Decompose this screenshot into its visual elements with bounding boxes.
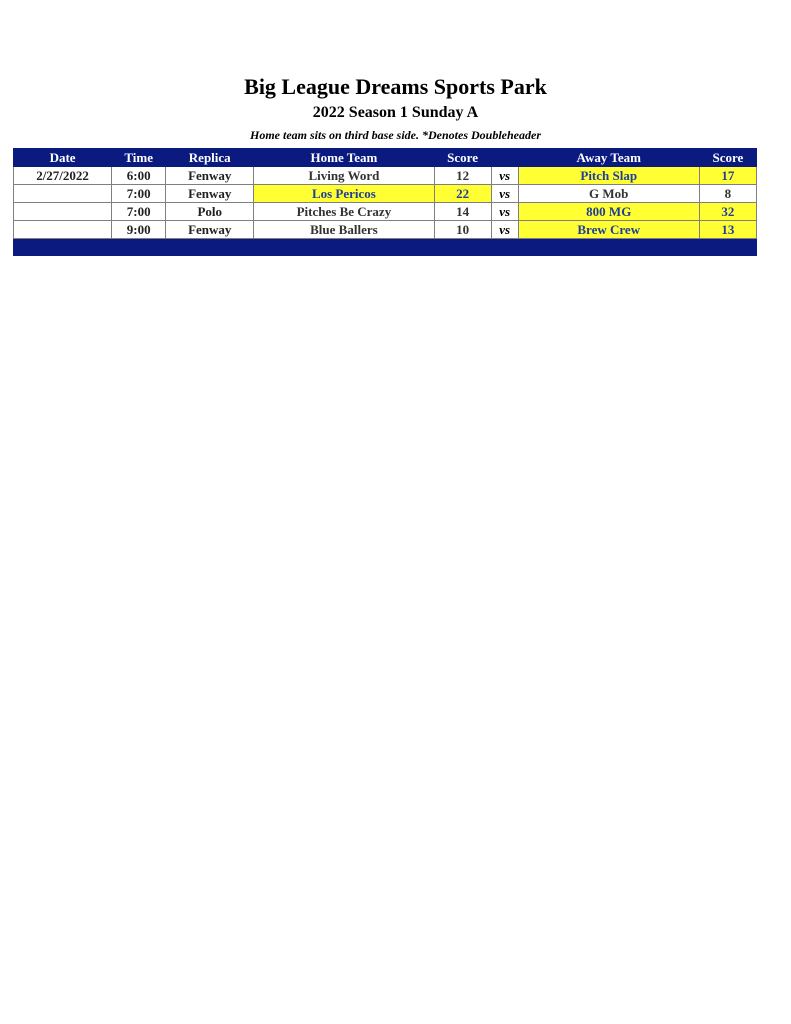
game-date-cell: 2/27/2022 [14, 167, 112, 185]
col-header-away-score: Score [699, 149, 756, 167]
vs-cell: vs [491, 185, 518, 203]
away-team-cell: G Mob [518, 185, 699, 203]
field-replica-cell: Fenway [166, 185, 254, 203]
col-header-home-score: Score [434, 149, 491, 167]
col-header-replica: Replica [166, 149, 254, 167]
away-team-cell: 800 MG [518, 203, 699, 221]
page-subtitle: 2022 Season 1 Sunday A [312, 104, 479, 121]
home-team-cell: Blue Ballers [254, 221, 434, 239]
table-row [14, 221, 757, 239]
field-replica-cell: Fenway [166, 167, 254, 185]
table-row [14, 167, 757, 185]
table-row [14, 203, 757, 221]
page-title: Big League Dreams Sports Park [244, 74, 547, 99]
game-time-cell: 6:00 [112, 167, 166, 185]
home-score-cell: 12 [434, 167, 491, 185]
game-time-cell: 9:00 [112, 221, 166, 239]
vs-cell: vs [491, 167, 518, 185]
field-replica-cell: Fenway [166, 221, 254, 239]
home-score-cell: 10 [434, 221, 491, 239]
game-time-cell: 7:00 [112, 203, 166, 221]
game-date-cell [14, 221, 112, 239]
game-date-cell [14, 203, 112, 221]
vs-cell: vs [491, 203, 518, 221]
away-score-cell: 13 [699, 221, 756, 239]
table-header-row [14, 149, 757, 167]
home-team-cell: Pitches Be Crazy [254, 203, 434, 221]
away-team-cell: Pitch Slap [518, 167, 699, 185]
table-row [14, 185, 757, 203]
away-team-cell: Brew Crew [518, 221, 699, 239]
away-score-cell: 32 [699, 203, 756, 221]
field-replica-cell: Polo [166, 203, 254, 221]
col-header-time: Time [112, 149, 166, 167]
col-header-home-team: Home Team [254, 149, 434, 167]
home-score-cell: 14 [434, 203, 491, 221]
col-header-date: Date [14, 149, 112, 167]
home-team-cell: Living Word [254, 167, 434, 185]
schedule-note: Home team sits on third base side. *Denotes Doubleheader [250, 128, 541, 142]
away-score-cell: 8 [699, 185, 756, 203]
col-header-away-team: Away Team [518, 149, 699, 167]
vs-cell: vs [491, 221, 518, 239]
game-date-cell [14, 185, 112, 203]
schedule-table [13, 148, 757, 256]
table-footer-row [14, 239, 757, 256]
game-time-cell: 7:00 [112, 185, 166, 203]
home-score-cell: 22 [434, 185, 491, 203]
col-header-vs [491, 149, 518, 167]
away-score-cell: 17 [699, 167, 756, 185]
home-team-cell: Los Pericos [254, 185, 434, 203]
